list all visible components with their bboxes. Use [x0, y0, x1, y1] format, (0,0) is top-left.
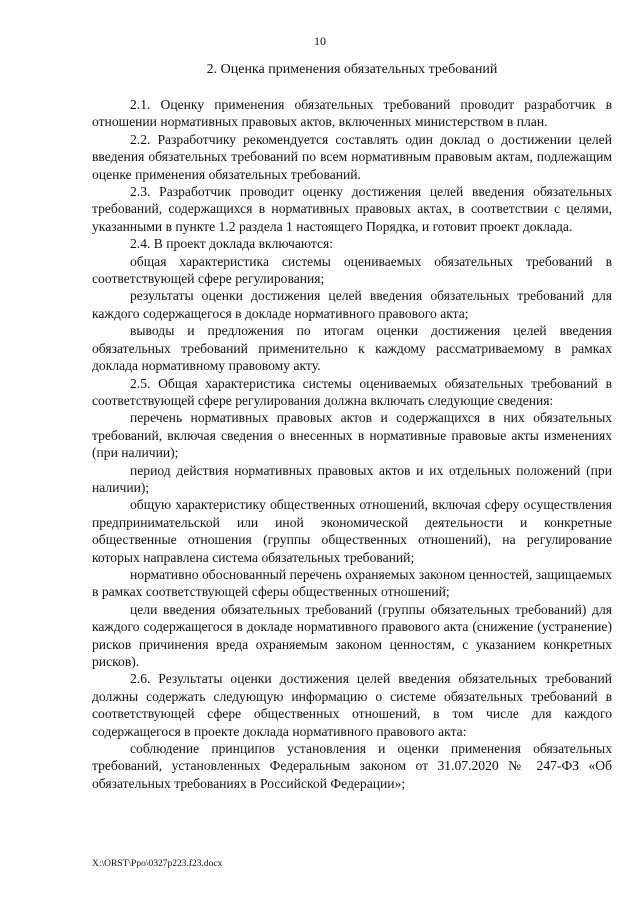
- list-item: выводы и предложения по итогам оценки достижения целей введения обязательных требований применительно к каждому рассматриваемому в рамках доклада нормативному правовому акту.: [92, 323, 612, 374]
- list-item: общую характеристику общественных отношений, включая сферу осуществления предпринимательской или иной экономической деятельности и конкретные общественные отношения (группы общественных отношений), на регулирование которых направлена система обязательных требований;: [92, 497, 612, 565]
- paragraph: 2.6. Результаты оценки достижения целей введения обязательных требований должны содержать следующую информацию о системе обязательных требований в соответствующей сфере общественных отношений, в том числе для каждого содержащегося в проекте доклада нормативного правового акта:: [92, 671, 612, 739]
- list-item: результаты оценки достижения целей введения обязательных требований для каждого содержащегося в докладе нормативного правового акта;: [92, 288, 612, 321]
- document-body: [92, 96, 612, 792]
- list-item: перечень нормативных правовых актов и содержащихся в них обязательных требований, включая сведения о внесенных в нормативные правовые акты изменениях (при наличии);: [92, 410, 612, 461]
- list-item: период действия нормативных правовых актов и их отдельных положений (при наличии);: [92, 462, 612, 495]
- paragraph: 2.3. Разработчик проводит оценку достижения целей введения обязательных требований, содержащихся в нормативных правовых актах, в соответствии с целями, указанными в пункте 1.2 раздела 1 настоящего Порядка, и готовит проект доклада.: [92, 184, 612, 234]
- list-item: нормативно обоснованный перечень охраняемых законом ценностей, защищаемых в рамках соответствующей сферы общественных отношений;: [92, 566, 612, 600]
- list-item: соблюдение принципов установления и оценки применения обязательных требований, установленных Федеральным законом от 31.07.2020 № 247-ФЗ «Об обязательных требованиях в Российской Федерации»;: [92, 741, 612, 791]
- file-path-footer: X:\ORST\Ppo\0327p223.f23.docx: [92, 859, 223, 869]
- paragraph: 2.2. Разработчику рекомендуется составлять один доклад о достижении целей введения обязательных требований по всем нормативным правовым актам, подлежащим оценке применения обязательных требований.: [92, 131, 612, 182]
- paragraph: 2.4. В проект доклада включаются:: [130, 236, 334, 252]
- section-heading: 2. Оценка применения обязательных требований: [206, 62, 498, 77]
- page-number: 10: [314, 34, 326, 48]
- list-item: цели введения обязательных требований (группы обязательных требований) для каждого содержащегося в докладе нормативного правового акта (снижение (устранение) рисков причинения вреда охраняемым законом ценностям, с указанием конкретных рисков).: [92, 601, 612, 669]
- list-item: общая характеристика системы оцениваемых обязательных требований в соответствующей сфере регулирования;: [92, 253, 612, 287]
- paragraph: 2.1. Оценку применения обязательных требований проводит разработчик в отношении нормативных правовых актов, включенных министерством в план.: [92, 97, 612, 130]
- paragraph: 2.5. Общая характеристика системы оцениваемых обязательных требований в соответствующей сфере регулирования должна включать следующие сведения:: [92, 375, 612, 408]
